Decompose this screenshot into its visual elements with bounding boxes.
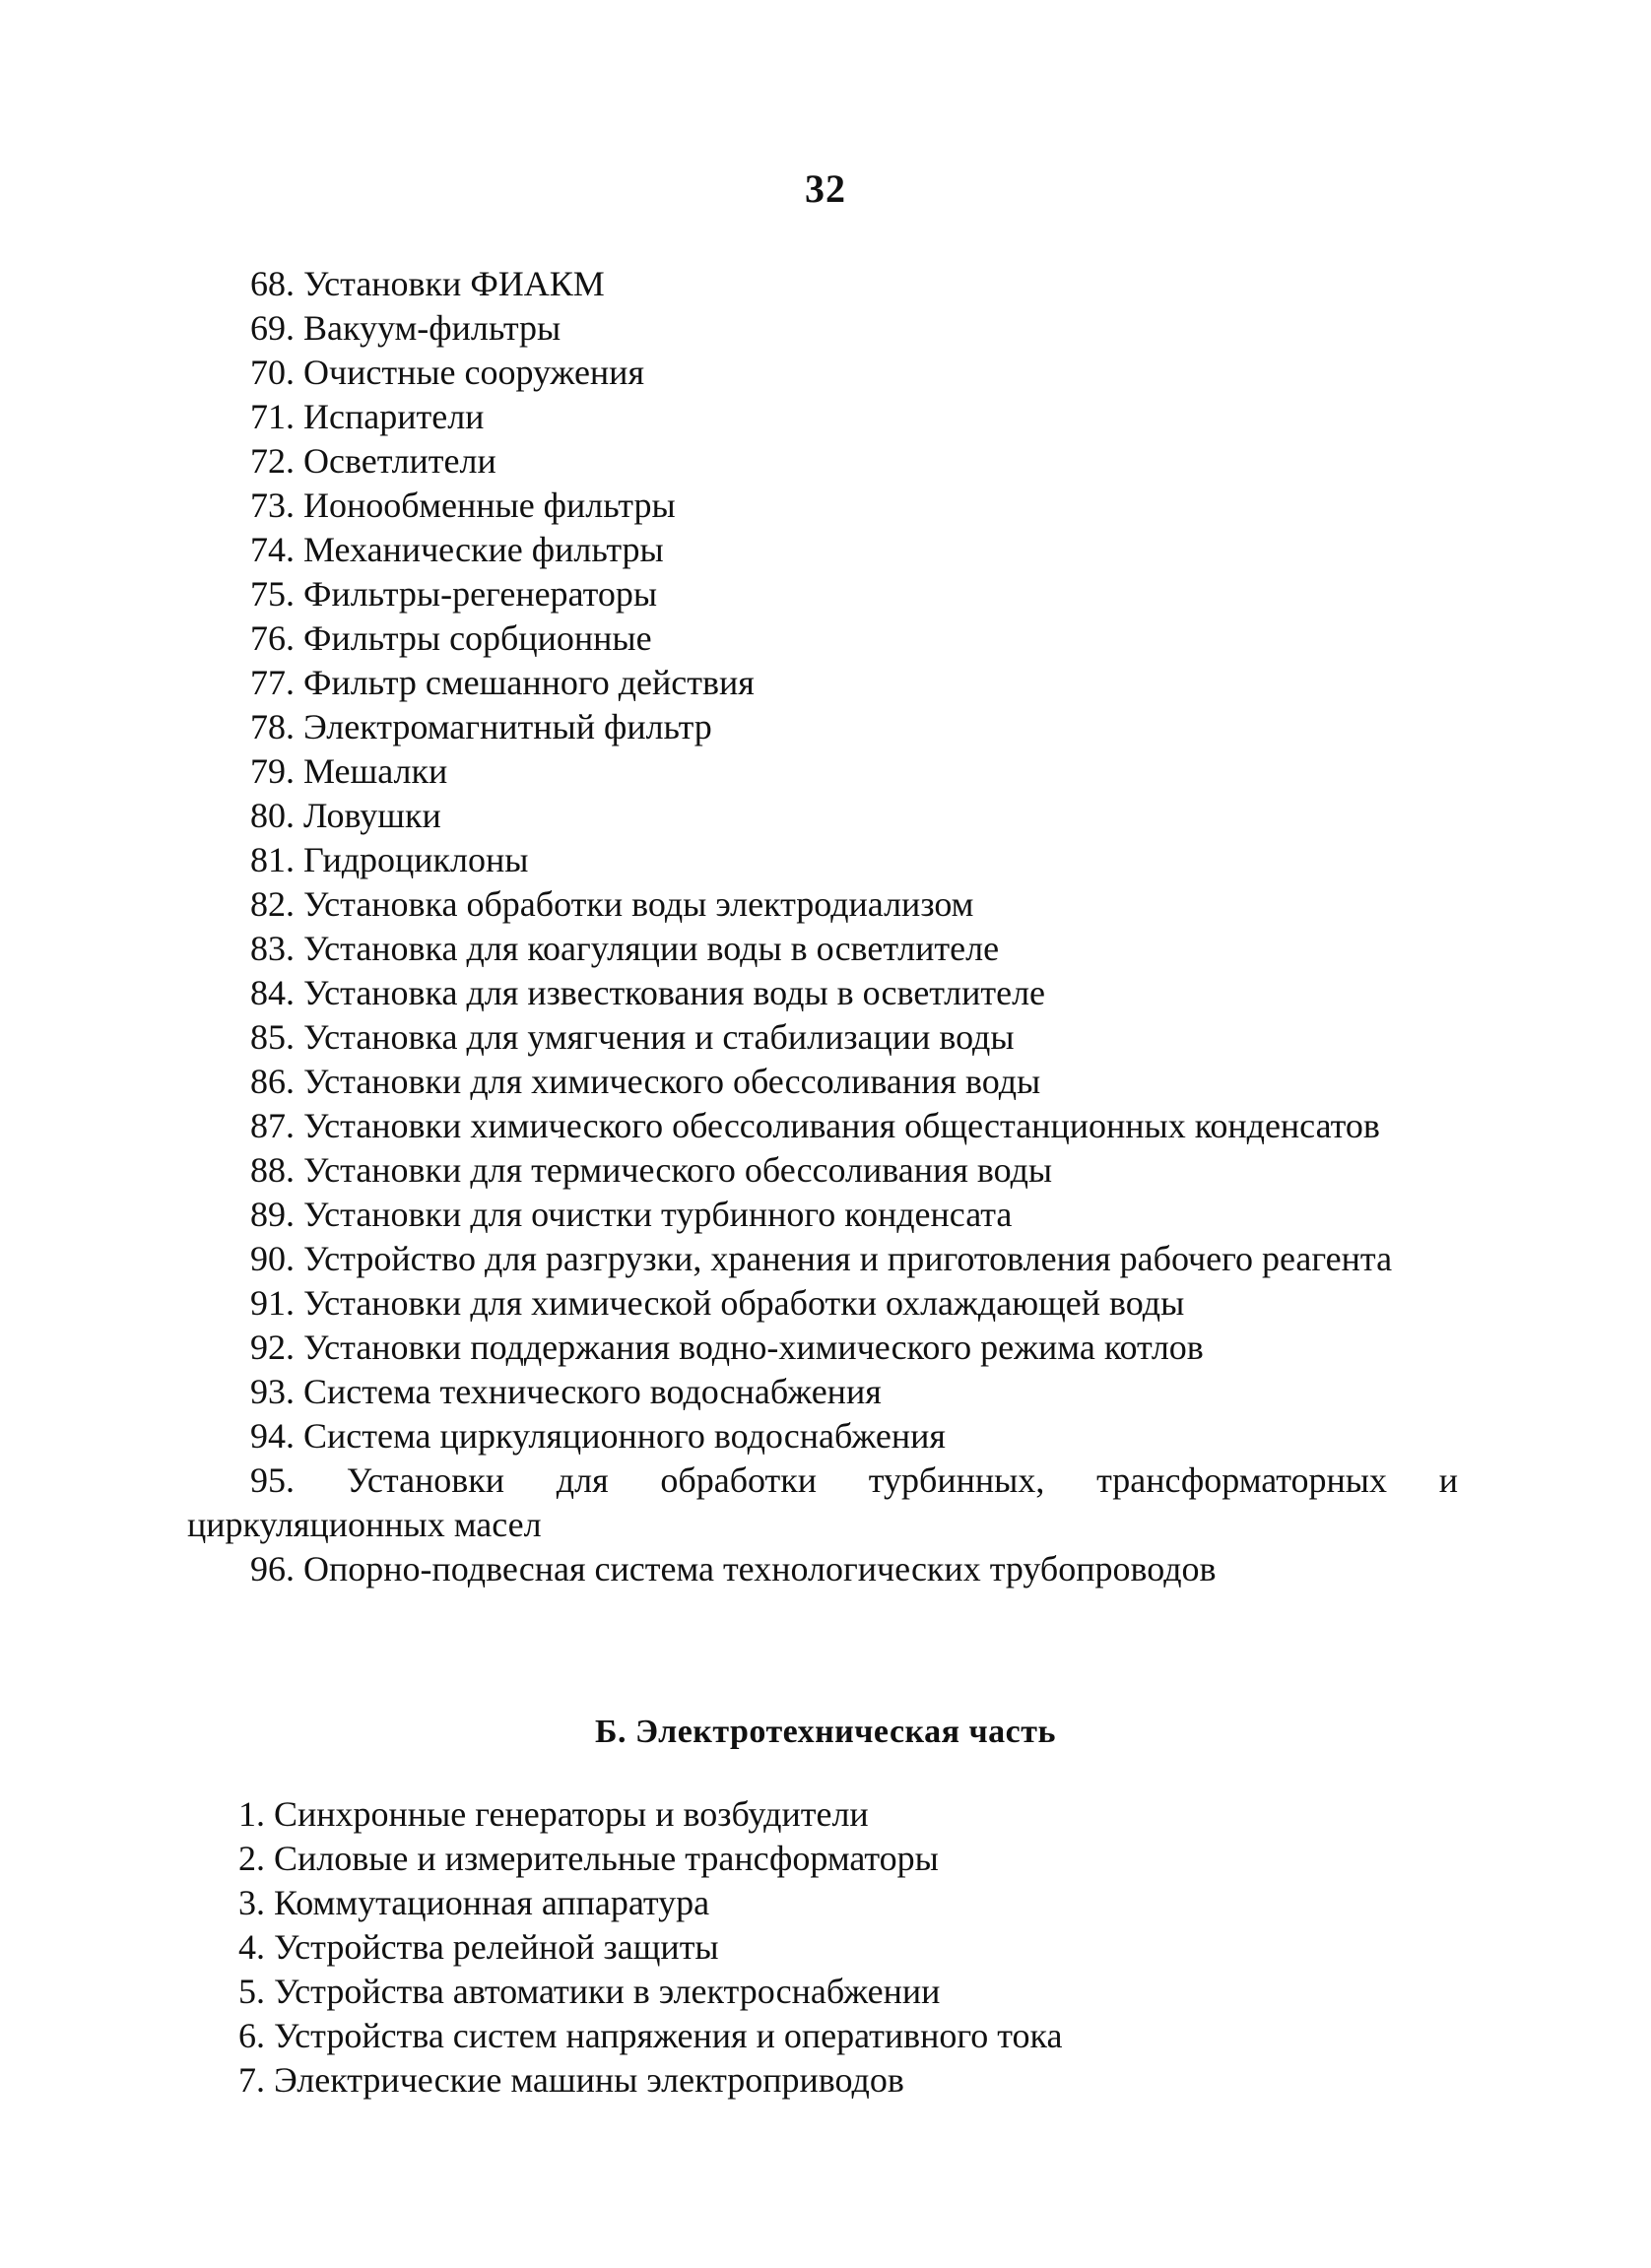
item-number: 94. (250, 1416, 295, 1456)
item-text: Устройства релейной защиты (274, 1927, 719, 1967)
item-number: 68. (250, 264, 295, 303)
list-item (187, 927, 1458, 971)
item-text: Установка для известкования воды в осветлителе (303, 973, 1046, 1012)
list-item (187, 572, 1458, 616)
item-number: 80. (250, 796, 295, 835)
item-number: 75. (250, 574, 295, 614)
list-item (187, 1104, 1458, 1148)
item-number: 72. (250, 441, 295, 481)
item-text: Ловушки (303, 796, 441, 835)
item-number: 90. (250, 1239, 295, 1278)
item-number: 3. (238, 1883, 265, 1922)
item-number: 5. (238, 1972, 265, 2011)
item-text: Система циркуляционного водоснабжения (303, 1416, 946, 1456)
list-item (187, 971, 1458, 1015)
item-number: 6. (238, 2016, 265, 2055)
item-text: Опорно-подвесная система технологических трубопроводов (303, 1549, 1217, 1588)
list-item (187, 616, 1458, 661)
item-number: 79. (250, 751, 295, 791)
list-item (187, 351, 1458, 395)
item-text: Фильтры-регенераторы (303, 574, 658, 614)
item-number: 1. (238, 1794, 265, 1834)
list-item (187, 1414, 1458, 1458)
item-number: 86. (250, 1062, 295, 1101)
item-text: Установки поддержания водно-химического режима котлов (303, 1328, 1204, 1367)
item-text: Установки для химического обессоливания воды (303, 1062, 1041, 1101)
item-text: Фильтр смешанного действия (303, 663, 755, 702)
list-item (187, 1370, 1458, 1414)
list-item (187, 2058, 1458, 2103)
list-item (187, 1326, 1458, 1370)
item-number: 89. (250, 1195, 295, 1234)
item-text: Электромагнитный фильтр (303, 707, 712, 746)
item-text: Фильтры сорбционные (303, 618, 652, 658)
list-item (187, 1193, 1458, 1237)
item-number: 71. (250, 397, 295, 436)
item-number: 95. (250, 1460, 295, 1500)
page-number: 32 (805, 166, 846, 211)
item-number: 87. (250, 1106, 295, 1145)
list-item (187, 794, 1458, 838)
item-number: 91. (250, 1283, 295, 1323)
item-number: 88. (250, 1150, 295, 1190)
item-text: Гидроциклоны (303, 840, 529, 879)
item-number: 2. (238, 1839, 265, 1878)
item-number: 76. (250, 618, 295, 658)
item-text: Коммутационная аппаратура (274, 1883, 710, 1922)
list-item (187, 1881, 1458, 1925)
list-item (187, 262, 1458, 306)
item-number: 77. (250, 663, 295, 702)
item-text: Мешалки (303, 751, 448, 791)
list-item (187, 1237, 1458, 1281)
list-item (187, 705, 1458, 749)
item-number: 81. (250, 840, 295, 879)
list-item (187, 306, 1458, 351)
list-item (187, 528, 1458, 572)
list-item (187, 838, 1458, 882)
item-text: Осветлители (303, 441, 496, 481)
item-number: 85. (250, 1017, 295, 1057)
item-text: Испарители (303, 397, 485, 436)
item-text: Установка обработки воды электродиализом (303, 884, 974, 924)
list-item (187, 484, 1458, 528)
item-text: Установки для обработки турбинных, трансформаторных и циркуляционных масел (187, 1460, 1458, 1544)
item-number: 69. (250, 308, 295, 348)
item-number: 73. (250, 486, 295, 525)
list-item (187, 1060, 1458, 1104)
item-number: 92. (250, 1328, 295, 1367)
list-item (187, 395, 1458, 439)
list-item (187, 1925, 1458, 1970)
item-number: 93. (250, 1372, 295, 1411)
list-item (187, 1015, 1458, 1060)
section-heading-electrical: Б. Электротехническая часть (595, 1714, 1056, 1750)
list-item (187, 439, 1458, 484)
equipment-list-section-b (187, 1792, 1458, 2103)
item-text: Механические фильтры (303, 530, 664, 569)
item-text: Силовые и измерительные трансформаторы (274, 1839, 939, 1878)
item-text: Синхронные генераторы и возбудители (274, 1794, 869, 1834)
item-text: Устройства автоматики в электроснабжении (274, 1972, 941, 2011)
item-number: 4. (238, 1927, 265, 1967)
item-text: Вакуум-фильтры (303, 308, 561, 348)
list-item (187, 1148, 1458, 1193)
list-item (187, 1837, 1458, 1881)
item-text: Установка для умягчения и стабилизации воды (303, 1017, 1015, 1057)
item-text: Очистные сооружения (303, 353, 645, 392)
list-item (187, 2014, 1458, 2058)
item-number: 83. (250, 929, 295, 968)
item-text: Установки химического обессоливания общестанционных конденсатов (303, 1106, 1380, 1145)
item-text: Установки для химической обработки охлаждающей воды (303, 1283, 1185, 1323)
list-item (187, 882, 1458, 927)
equipment-list-section-a (187, 262, 1458, 1591)
item-text: Устройство для разгрузки, хранения и приготовления рабочего реагента (303, 1239, 1393, 1278)
list-item (187, 1458, 1458, 1547)
item-number: 74. (250, 530, 295, 569)
item-number: 96. (250, 1549, 295, 1588)
item-text: Ионообменные фильтры (303, 486, 676, 525)
item-text: Устройства систем напряжения и оперативного тока (274, 2016, 1063, 2055)
item-number: 7. (238, 2060, 265, 2100)
list-item (187, 1792, 1458, 1837)
item-number: 70. (250, 353, 295, 392)
list-item (187, 749, 1458, 794)
item-text: Система технического водоснабжения (303, 1372, 882, 1411)
list-item (187, 661, 1458, 705)
item-number: 78. (250, 707, 295, 746)
list-item (187, 1281, 1458, 1326)
item-text: Установки ФИАКМ (303, 264, 605, 303)
item-text: Установки для термического обессоливания воды (303, 1150, 1053, 1190)
list-item (187, 1547, 1458, 1591)
item-text: Установки для очистки турбинного конденсата (303, 1195, 1013, 1234)
item-number: 84. (250, 973, 295, 1012)
item-text: Установка для коагуляции воды в осветлителе (303, 929, 1000, 968)
list-item (187, 1970, 1458, 2014)
item-number: 82. (250, 884, 295, 924)
item-text: Электрические машины электроприводов (274, 2060, 904, 2100)
